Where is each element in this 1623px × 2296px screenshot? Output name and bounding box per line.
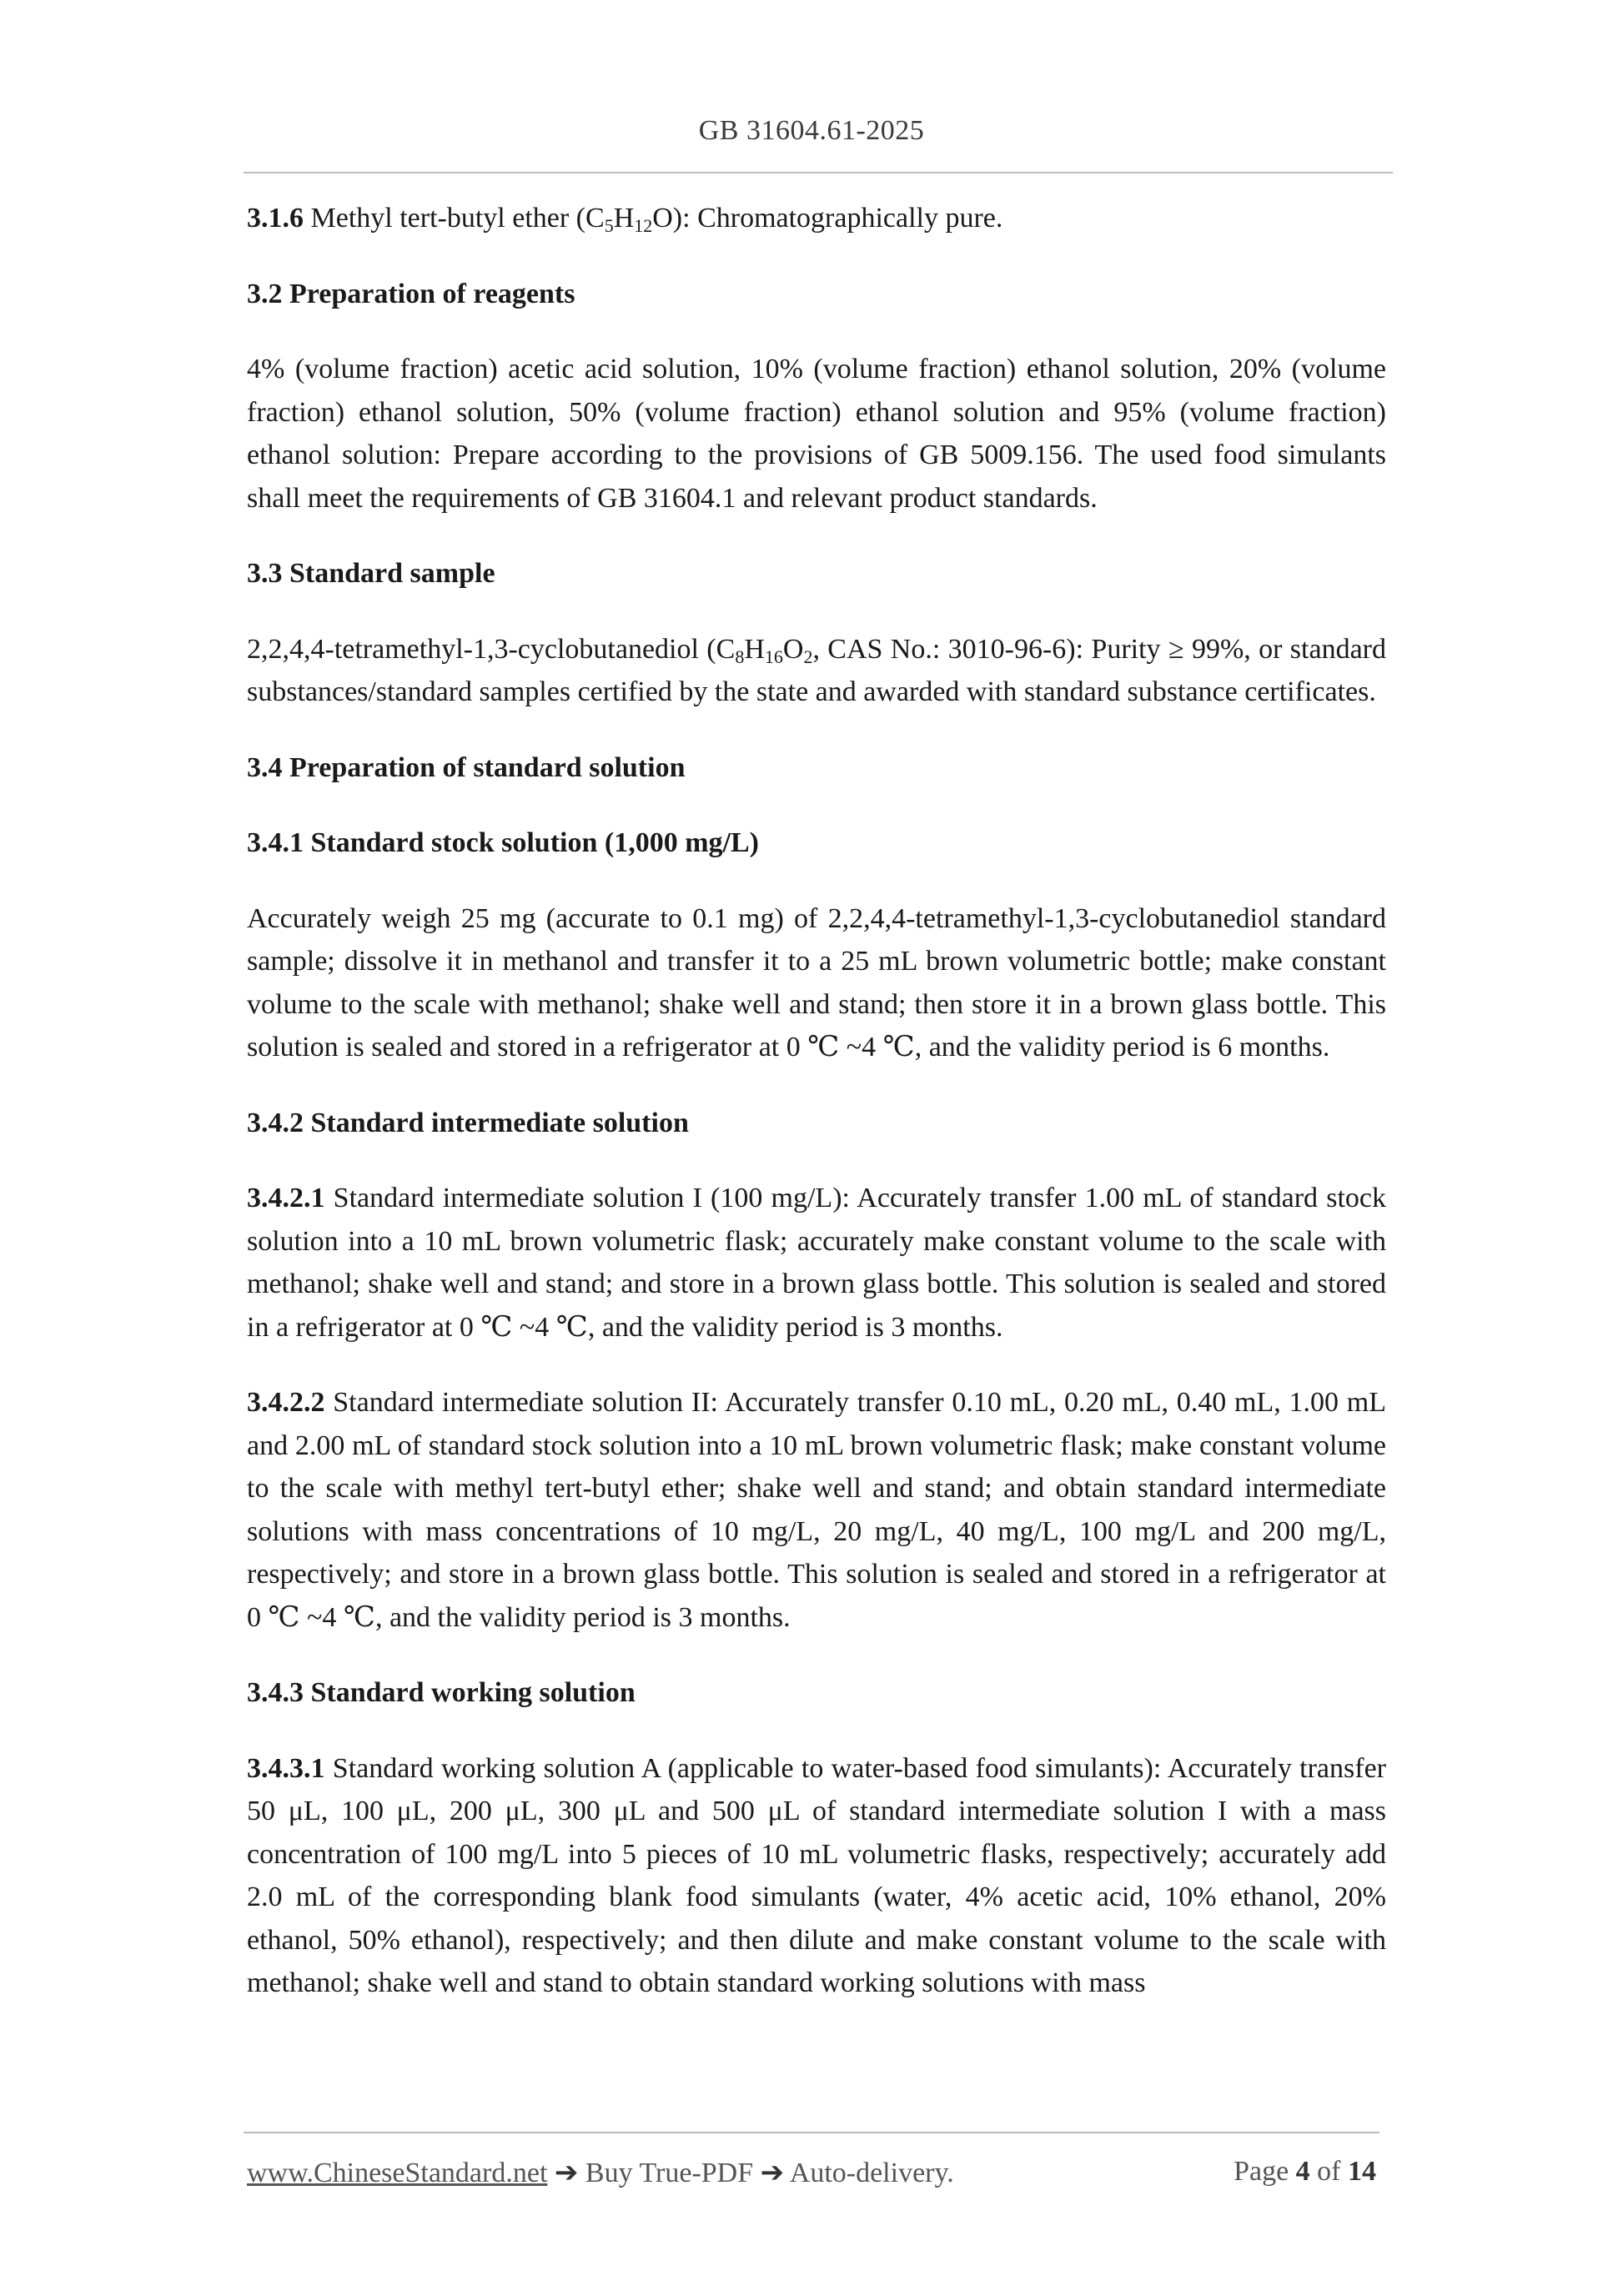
clause-number: 3.4.2.1 [247, 1183, 325, 1213]
header-divider [244, 172, 1393, 173]
clause-text: Standard intermediate solution I (100 mg/L): Accurately transfer 1.00 mL of standard stock solution into a 10 mL brown volumetric flask; accurately make constant volume to the scale with methanol; shake well and stand; and store in a brown glass bottle. This solution is sealed and stored in a refrigerator at 0 ℃ ~4 ℃, and the validity period is 3 months. [247, 1183, 1386, 1343]
page-of-label: of [1309, 2156, 1348, 2187]
subscript: 16 [764, 646, 783, 667]
subscript: 5 [604, 215, 614, 236]
clause-text: O): Chromatographically pure. [652, 203, 1003, 234]
clause-text: 2,2,4,4-tetramethyl-1,3-cyclobutanediol (C [247, 633, 736, 665]
document-header: GB 31604.61-2025 [698, 115, 925, 146]
document-body [247, 197, 1386, 2005]
clause-text: Standard working solution A (applicable to water-based food simulants): Accurately transfer 50 μL, 100 μL, 200 μL, 300 μL and 500 μL of standard intermediate solution I with a mass concentration of 100 mg/L into 5 pieces of 10 mL volumetric flasks, respectively; accurately add 2.0 mL of the corresponding blank food simulants (water, 4% acetic acid, 10% ethanol, 20% ethanol, 50% ethanol), respectively; and then dilute and make constant volume to the scale with methanol; shake well and stand to obtain standard working solutions with mass [247, 1752, 1386, 1998]
heading-3-3: 3.3 Standard sample [247, 558, 495, 589]
heading-3-2: 3.2 Preparation of reagents [247, 278, 575, 309]
page-footer [247, 2156, 1376, 2189]
paragraph-3-4-1: Accurately weigh 25 mg (accurate to 0.1 mg) of 2,2,4,4-tetramethyl-1,3-cyclobutanediol standard sample; dissolve it in methanol and transfer it to a 25 mL brown volumetric bottle; make constant volume to the scale with methanol; shake well and stand; then store it in a brown glass bottle. This solution is sealed and stored in a refrigerator at 0 ℃ ~4 ℃, and the validity period is 6 months. [247, 902, 1386, 1063]
heading-3-4-1: 3.4.1 Standard stock solution (1,000 mg/L) [247, 827, 759, 858]
arrow-right-icon: ➔ [554, 2158, 579, 2188]
page-label: Page [1234, 2156, 1296, 2187]
footer-divider [244, 2132, 1379, 2133]
clause-number: 3.4.2.2 [247, 1387, 325, 1418]
clause-text: Methyl tert-butyl ether (C [304, 203, 605, 234]
paragraph-3-2: 4% (volume fraction) acetic acid solution, 10% (volume fraction) ethanol solution, 20% (volume fraction) ethanol solution, 50% (volume fraction) ethanol solution and 95% (volume fraction) ethanol solution: Prepare according to the provisions of GB 5009.156. The used food simulants shall meet the requirements of GB 31604.1 and relevant product standards. [247, 354, 1386, 514]
heading-3-4-3: 3.4.3 Standard working solution [247, 1677, 636, 1708]
paragraph-3-3 [247, 628, 1386, 714]
page-total: 14 [1348, 2156, 1376, 2187]
page-indicator [1234, 2156, 1376, 2188]
website-link[interactable]: www.ChineseStandard.net [247, 2158, 548, 2188]
clause-3-4-2-2 [247, 1381, 1386, 1639]
clause-text: H [744, 633, 765, 665]
buy-pdf-text: Buy True-PDF [578, 2158, 761, 2188]
heading-3-4: 3.4 Preparation of standard solution [247, 751, 686, 783]
subscript: 12 [634, 215, 653, 236]
subscript: 2 [803, 646, 813, 667]
clause-3-4-2-1 [247, 1177, 1386, 1349]
clause-3-1-6 [247, 197, 1386, 240]
page-number: 4 [1295, 2156, 1310, 2187]
arrow-right-icon: ➔ [760, 2158, 785, 2188]
clause-number: 3.1.6 [247, 203, 304, 234]
clause-3-4-3-1 [247, 1747, 1386, 2005]
auto-delivery-text: Auto-delivery. [784, 2158, 954, 2188]
clause-number: 3.4.3.1 [247, 1752, 325, 1784]
heading-3-4-2: 3.4.2 Standard intermediate solution [247, 1107, 689, 1138]
clause-text: H [613, 203, 635, 234]
subscript: 8 [735, 646, 745, 667]
clause-text: Standard intermediate solution II: Accurately transfer 0.10 mL, 0.20 mL, 0.40 mL, 1.00 mL and 2.00 mL of standard stock solution into a 10 mL brown volumetric flask; make constant volume to the scale with methyl tert-butyl ether; shake well and stand; and obtain standard intermediate solutions with mass concentrations of 10 mg/L, 20 mg/L, 40 mg/L, 100 mg/L and 200 mg/L, respectively; and store in a brown glass bottle. This solution is sealed and stored in a refrigerator at 0 ℃ ~4 ℃, and the validity period is 3 months. [247, 1387, 1386, 1633]
clause-text: O [782, 633, 804, 665]
clause-text: , CAS No.: 3010-96-6): Purity ≥ 99%, or standard substances/standard samples certified by the state and awarded with standard substance certificates. [247, 633, 1386, 707]
